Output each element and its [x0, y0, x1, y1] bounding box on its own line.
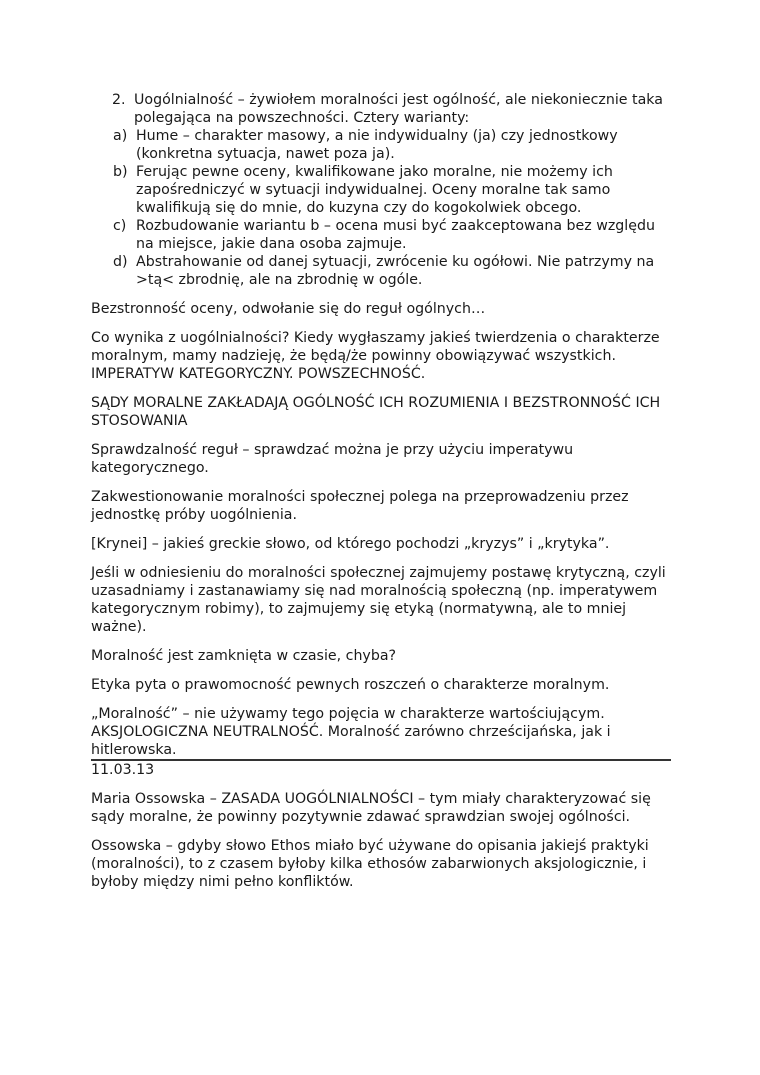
paragraph: Etyka pyta o prawomocność pewnych roszczeń o charakterze moralnym. [91, 677, 610, 693]
sub-list-item-b [113, 163, 671, 217]
sub-list-marker: d) [113, 254, 128, 270]
sub-list-marker: c) [113, 218, 127, 234]
sub-list [113, 127, 671, 289]
list-item [91, 91, 671, 289]
sub-list-item-d [113, 253, 671, 289]
paragraph: Co wynika z uogólnialności? Kiedy wygłaszamy jakieś twierdzenia o charakterze moralnym, mamy nadzieję, że będą/że powinny obowiązywać wszystkich. IMPERATYW KATEGORYCZNY. POWSZECHNOŚĆ. [91, 330, 660, 382]
paragraph: „Moralność” – nie używamy tego pojęcia w charakterze wartościującym. AKSJOLOGICZNA NEUTRALNOŚĆ. Moralność zarówno chrześcijańska, jak i hitlerowska. [91, 706, 611, 758]
sub-list-marker: a) [113, 128, 128, 144]
paragraph: Moralność jest zamknięta w czasie, chyba? [91, 648, 397, 664]
list-item-text: Uogólnialność – żywiołem moralności jest ogólność, ale niekoniecznie taka polegająca na powszechności. Cztery warianty: [134, 92, 663, 126]
sub-list-text: Abstrahowanie od danej sytuacji, zwrócenie ku ogółowi. Nie patrzymy na >tą< zbrodnię, ale na zbrodnię w ogóle. [136, 254, 655, 288]
sub-list-text: Ferując pewne oceny, kwalifikowane jako moralne, nie możemy ich zapośredniczyć w sytuacji indywidualnej. Oceny moralne tak samo kwalifikują się do mnie, do kuzyna czy do kogokolwiek obcego. [136, 164, 613, 216]
paragraph: Ossowska – gdyby słowo Ethos miało być używane do opisania jakiejś praktyki (moralności), to z czasem byłoby kilka ethosów zabarwionych aksjologicznie, i byłoby między nimi pełno konfliktów. [91, 838, 649, 890]
paragraph: Jeśli w odniesieniu do moralności społecznej zajmujemy postawę krytyczną, czyli uzasadniamy i zastanawiamy się nad moralnością społeczną (np. imperatywem kategorycznym robimy), to zajmujemy się etyką (normatywną, ale to mniej ważne). [91, 565, 666, 635]
paragraph-heading-caps: SĄDY MORALNE ZAKŁADAJĄ OGÓLNOŚĆ ICH ROZUMIENIA I BEZSTRONNOŚĆ ICH STOSOWANIA [91, 395, 661, 429]
date-heading: 11.03.13 [91, 762, 155, 778]
paragraph: Zakwestionowanie moralności społecznej polega na przeprowadzeniu przez jednostkę próby uogólnienia. [91, 489, 629, 523]
numbered-list [91, 91, 671, 289]
paragraph: Sprawdzalność reguł – sprawdzać można je przy użyciu imperatywu kategorycznego. [91, 442, 574, 476]
paragraph: Maria Ossowska – ZASADA UOGÓLNIALNOŚCI – tym miały charakteryzować się sądy moralne, że powinny pozytywnie zdawać sprawdzian swojej ogólności. [91, 791, 651, 825]
document-body [91, 91, 671, 902]
list-marker: 2. [112, 92, 126, 108]
paragraph: Bezstronność oceny, odwołanie się do reguł ogólnych… [91, 301, 486, 317]
sub-list-marker: b) [113, 164, 128, 180]
sub-list-text: Rozbudowanie wariantu b – ocena musi być zaakceptowana bez względu na miejsce, jakie dana osoba zajmuje. [136, 218, 655, 252]
sub-list-item-a [113, 127, 671, 163]
sub-list-item-c [113, 217, 671, 253]
paragraph: [Krynei] – jakieś greckie słowo, od którego pochodzi „kryzys” i „krytyka”. [91, 536, 610, 552]
sub-list-text: Hume – charakter masowy, a nie indywidualny (ja) czy jednostkowy (konkretna sytuacja, nawet poza ja). [136, 128, 618, 162]
